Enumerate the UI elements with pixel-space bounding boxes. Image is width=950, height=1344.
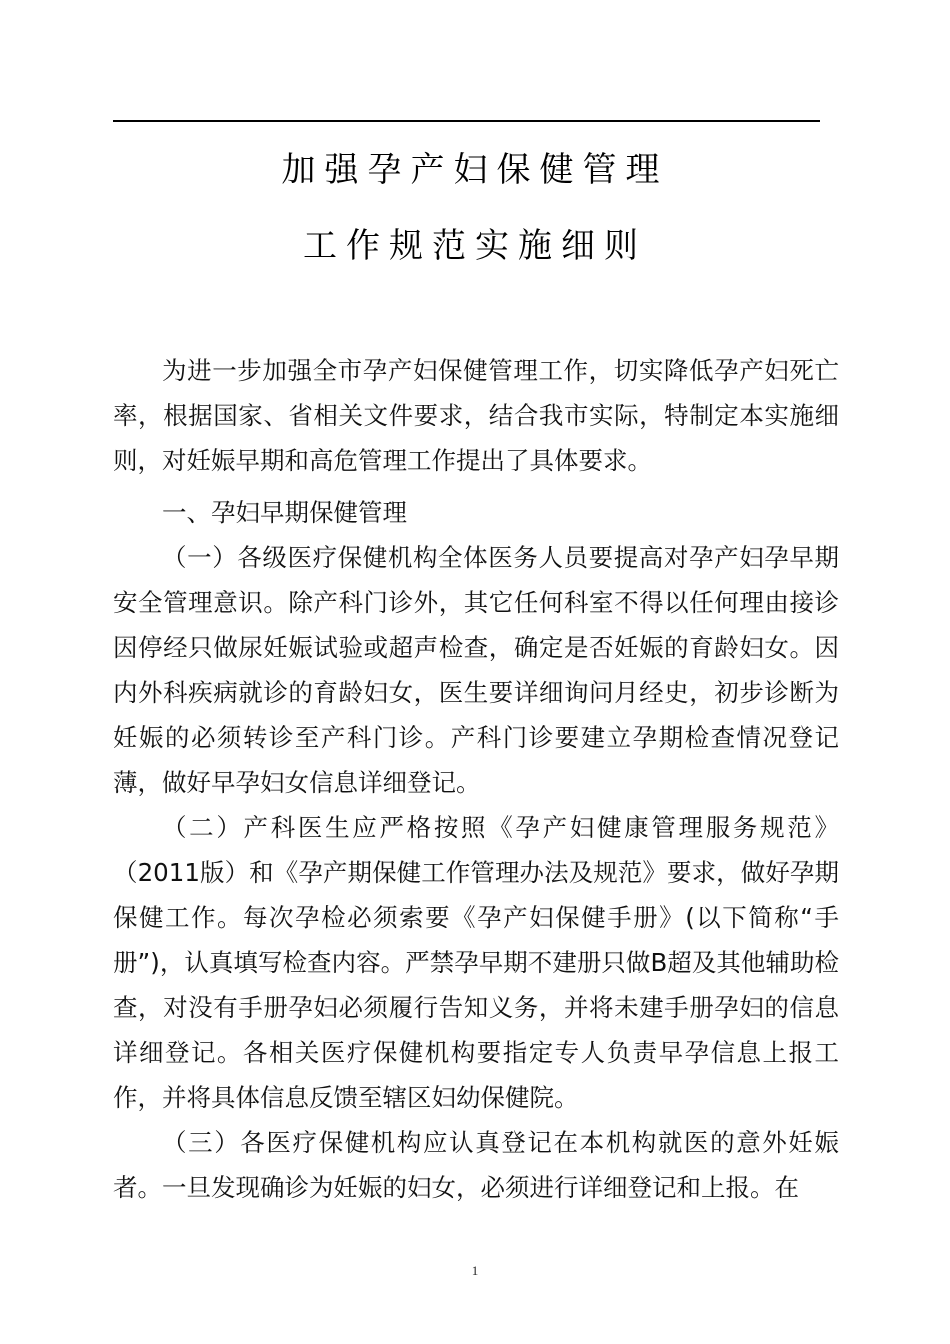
document-title-line-1: 加强孕产妇保健管理 bbox=[281, 150, 669, 190]
paragraph-item-1: （一）各级医疗保健机构全体医务人员要提高对孕产妇孕早期安全管理意识。除产科门诊外，其它任何科室不得以任何理由接诊因停经只做尿妊娠试验或超声检查，确定是否妊娠的育龄妇女。因内外科疾病就诊的育龄妇女，医生要详细询问月经史，初步诊断为妊娠的必须转诊至产科门诊。产科门诊要建立孕期检查情况登记薄，做好早孕妇女信息详细登记。 bbox=[113, 543, 839, 797]
section-heading-1: 一、孕妇早期保健管理 bbox=[162, 498, 407, 527]
header-rule bbox=[113, 120, 820, 122]
page-number: 1 bbox=[471, 1263, 479, 1278]
paragraph-item-2: （二）产科医生应严格按照《孕产妇健康管理服务规范》（2011版）和《孕产期保健工作管理办法及规范》要求，做好孕期保健工作。每次孕检必须索要《孕产妇保健手册》(以下简称“手册”)，认真填写检查内容。严禁孕早期不建册只做B超及其他辅助检查，对没有手册孕妇必须履行告知义务，并将未建手册孕妇的信息详细登记。各相关医疗保健机构要指定专人负责早孕信息上报工作，并将具体信息反馈至辖区妇幼保健院。 bbox=[113, 813, 839, 1112]
document-body bbox=[113, 348, 839, 1210]
document-title-line-2: 工作规范实施细则 bbox=[303, 226, 647, 266]
paragraph-item-3: （三）各医疗保健机构应认真登记在本机构就医的意外妊娠者。一旦发现确诊为妊娠的妇女，必须进行详细登记和上报。在 bbox=[113, 1128, 839, 1202]
intro-paragraph: 为进一步加强全市孕产妇保健管理工作，切实降低孕产妇死亡率，根据国家、省相关文件要求，结合我市实际，特制定本实施细则，对妊娠早期和高危管理工作提出了具体要求。 bbox=[113, 356, 839, 475]
